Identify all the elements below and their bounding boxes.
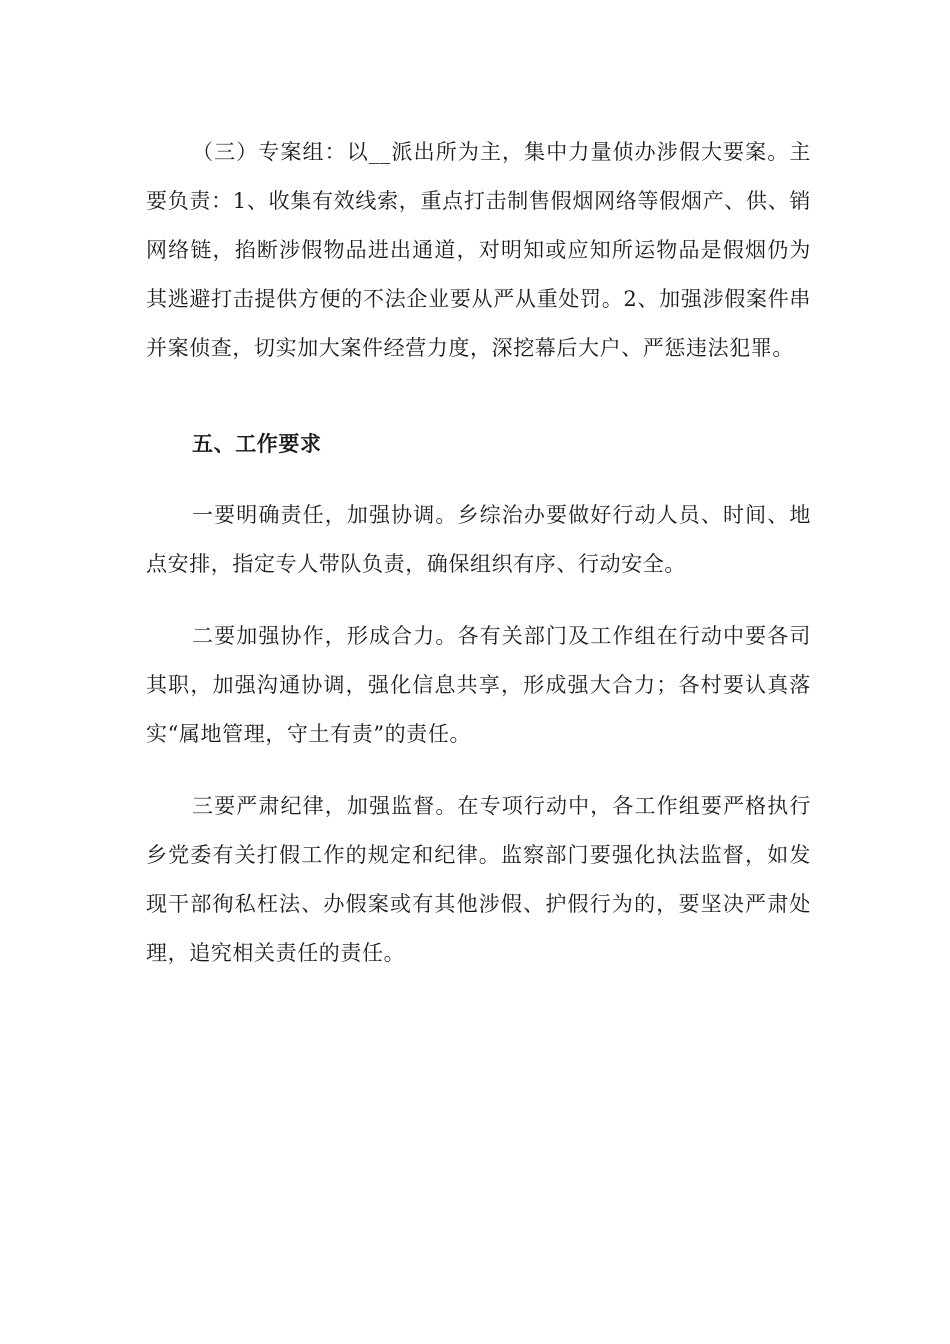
section-heading-work-requirements: 五、工作要求 [192,432,322,456]
paragraph-requirement-one: 一要明确责任，加强协调。乡综治办要做好行动人员、时间、地点安排，指定专人带队负责，确保组织有序、行动安全。 [146,503,811,576]
paragraph-requirement-two: 二要加强协作，形成合力。各有关部门及工作组在行动中要各司其职，加强沟通协调，强化信息共享，形成强大合力；各村要认真落实“属地管理，守土有责”的责任。 [146,624,811,746]
paragraph-requirement-three: 三要严肃纪律，加强监督。在专项行动中，各工作组要严格执行乡党委有关打假工作的规定和纪律。监察部门要强化执法监督，如发现干部徇私枉法、办假案或有其他涉假、护假行为的，要坚决严肃处理，追究相关责任的责任。 [146,794,811,965]
document-body [146,128,811,978]
paragraph-special-case-group: （三）专案组：以__派出所为主，集中力量侦办涉假大要案。主要负责：1、收集有效线索，重点打击制售假烟网络等假烟产、供、销网络链，掐断涉假物品进出通道，对明知或应知所运物品是假烟仍为其逃避打击提供方便的不法企业要从严从重处罚。2、加强涉假案件串并案侦查，切实加大案件经营力度，深挖幕后大户、严惩违法犯罪。 [146,140,811,360]
